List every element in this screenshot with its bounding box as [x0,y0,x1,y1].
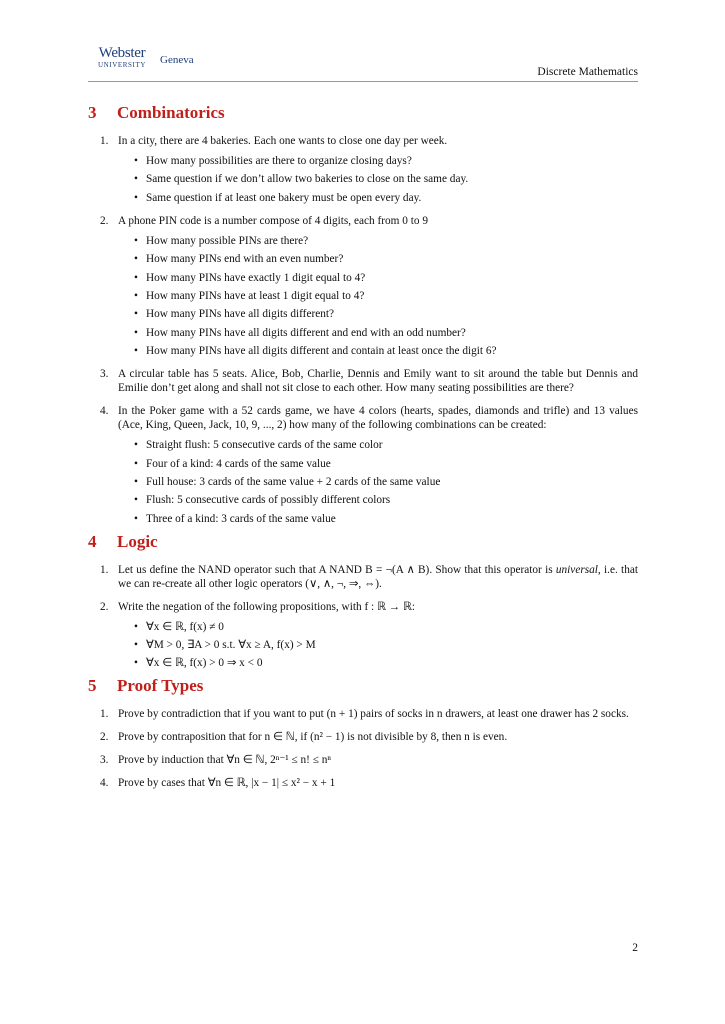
campus-name: Geneva [160,54,194,66]
question-text: A phone PIN code is a number compose of 4 digits, each from 0 to 9 [118,214,428,227]
question-number: 1. [100,708,109,721]
sub-question: • How many possibilities are there to organize closing days? [118,154,638,168]
question-text-part: Let us define the NAND operator such that A NAND B = ¬(A ∧ B). Show that this operator is [118,563,553,576]
section-heading [88,531,638,551]
question-item [88,134,638,205]
header-rule [88,81,638,82]
page-header [88,44,638,84]
section-number: 5 [88,676,97,696]
question-list [88,563,638,671]
question-item [88,600,638,671]
section-title: Combinatorics [117,103,225,122]
sub-question-list [118,234,638,358]
sub-question: • How many PINs have exactly 1 digit equal to 4? [118,271,638,285]
question-emphasis: universal [555,563,598,576]
question-text: In a city, there are 4 bakeries. Each one wants to close one day per week. [118,135,448,147]
page-number: 2 [632,942,638,954]
question-text: Prove by contraposition that for n ∈ ℕ, if (n² − 1) is not divisible by 8, then n is even. [118,731,508,744]
question-item [88,753,638,767]
sub-question: • Flush: 5 consecutive cards of possibly different colors [118,493,638,507]
section-heading [88,103,638,122]
question-list [88,707,638,790]
sub-question: • How many PINs have all digits different? [118,307,638,321]
sub-question: • Full house: 3 cards of the same value + 2 cards of the same value [118,475,638,489]
question-number: 1. [100,563,109,576]
sub-question: • Same question if we don’t allow two bakeries to close on the same day. [118,172,638,186]
question-text: Prove by cases that ∀n ∈ ℝ, |x − 1| ≤ x² − x + 1 [118,777,336,790]
question-text: A circular table has 5 seats. Alice, Bob, Charlie, Dennis and Emily want to sit around the table but Dennis and Emilie don’t get along and shall not sit close to each other. How many seating possibilities are there? [118,368,638,395]
question-item [88,214,638,358]
question-number: 1. [100,135,109,147]
course-title: Discrete Mathematics [537,66,638,78]
section-heading [88,676,638,696]
sub-question: • Straight flush: 5 consecutive cards of the same color [118,438,638,452]
section-title: Proof Types [117,676,204,696]
sub-question: • How many possible PINs are there? [118,234,638,248]
question-number: 4. [100,777,109,790]
sub-question: • ∀x ∈ ℝ, f(x) > 0 ⇒ x < 0 [118,656,638,670]
question-item [88,404,638,526]
question-text: Write the negation of the following propositions, with f : ℝ → ℝ: [118,600,415,613]
sub-question: • Three of a kind: 3 cards of the same value [118,512,638,526]
section-number: 4 [88,531,97,551]
question-item [88,776,638,790]
question-item [88,730,638,744]
sub-question: • Four of a kind: 4 cards of the same value [118,457,638,471]
sub-question: • How many PINs have all digits different and contain at least once the digit 6? [118,344,638,358]
question-number: 3. [100,754,109,767]
question-number: 2. [100,600,109,613]
sub-question: • How many PINs have at least 1 digit equal to 4? [118,289,638,303]
question-number: 3. [100,368,109,381]
sub-question: • Same question if at least one bakery must be open every day. [118,191,638,205]
sub-question: • How many PINs have all digits different and end with an odd number? [118,326,638,340]
sub-question-list [118,438,638,526]
webster-university-logo [98,46,146,69]
sub-question: • ∀M > 0, ∃A > 0 s.t. ∀x ≥ A, f(x) > M [118,638,638,652]
question-number: 4. [100,405,109,418]
logo-subtitle: UNIVERSITY [98,61,146,69]
sub-question-list [118,154,638,205]
logo-wordmark: Webster [98,45,146,61]
question-text-part: , i.e. that we can re-create all other logic operators (∨, ∧, ¬, ⇒, ⇔). [118,563,639,590]
question-number: 2. [100,731,109,744]
section-number: 3 [88,103,97,122]
question-item [88,563,638,591]
question-list [88,134,638,526]
question-number: 2. [100,214,109,227]
question-text: In the Poker game with a 52 cards game, we have 4 colors (hearts, spades, diamonds and trifle) and 13 values (Ace, King, Queen, Jack, 10, 9, ..., 2) how many of the following combinations can be created: [118,405,638,432]
question-text: Prove by contradiction that if you want to put (n + 1) pairs of socks in n drawers, at least one drawer has 2 socks. [118,708,629,721]
sub-question: • ∀x ∈ ℝ, f(x) ≠ 0 [118,620,638,634]
sub-question-list [118,620,638,671]
question-item [88,367,638,395]
page-content [88,103,639,799]
question-item [88,707,638,721]
section-title: Logic [117,531,158,551]
sub-question: • How many PINs end with an even number? [118,252,638,266]
question-text: Prove by induction that ∀n ∈ ℕ, 2ⁿ⁻¹ ≤ n! ≤ nⁿ [118,754,331,767]
